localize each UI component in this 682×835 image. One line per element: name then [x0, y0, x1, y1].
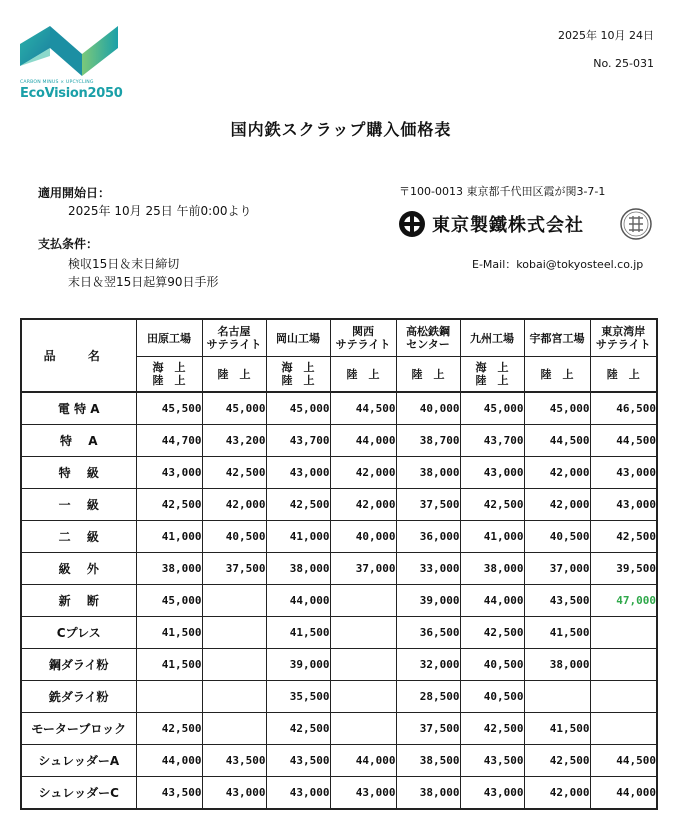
company-mark-icon — [398, 210, 426, 238]
start-date-value: 2025年 10月 25日 午前0:00より — [68, 204, 252, 218]
transport-mode-cell — [330, 357, 396, 393]
price-cell: 42,500 — [524, 745, 590, 777]
price-cell: 45,000 — [136, 585, 202, 617]
table-row — [21, 777, 657, 810]
price-cell: 38,000 — [396, 457, 460, 489]
transport-mode-line2: 陸 上 — [152, 374, 186, 387]
price-cell: 43,000 — [590, 457, 657, 489]
price-cell: 37,000 — [524, 553, 590, 585]
column-header-nagoya — [202, 319, 266, 357]
price-cell — [590, 617, 657, 649]
table-row — [21, 681, 657, 713]
column-header-line1: 岡山工場 — [276, 331, 320, 345]
price-cell: 38,000 — [136, 553, 202, 585]
price-cell: 42,500 — [266, 489, 330, 521]
price-cell: 43,500 — [460, 745, 524, 777]
price-cell: 39,000 — [396, 585, 460, 617]
item-name-cell: シュレッダーA — [21, 745, 136, 777]
price-cell: 43,000 — [330, 777, 396, 810]
table-row — [21, 745, 657, 777]
price-cell: 44,500 — [524, 425, 590, 457]
table-row — [21, 392, 657, 425]
price-cell: 43,000 — [202, 777, 266, 810]
price-cell: 44,500 — [330, 392, 396, 425]
price-cell — [330, 585, 396, 617]
price-cell: 43,700 — [460, 425, 524, 457]
price-cell: 42,500 — [460, 489, 524, 521]
price-cell: 38,000 — [524, 649, 590, 681]
table-row — [21, 649, 657, 681]
column-header-takamatsu — [396, 319, 460, 357]
item-name-cell: シュレッダーC — [21, 777, 136, 810]
price-cell: 45,000 — [524, 392, 590, 425]
company-email: E-Mail：kobai@tokyosteel.co.jp — [472, 258, 644, 271]
column-header-line1: 宇都宮工場 — [529, 331, 585, 345]
price-cell: 38,000 — [460, 553, 524, 585]
price-cell: 38,700 — [396, 425, 460, 457]
price-cell: 37,500 — [396, 489, 460, 521]
item-name-cell: モーターブロック — [21, 713, 136, 745]
price-cell — [330, 713, 396, 745]
item-name-header: 品 名 — [21, 319, 136, 392]
column-header-tokyo-bay — [590, 319, 657, 357]
price-cell: 41,500 — [136, 617, 202, 649]
item-name-cell: 新 断 — [21, 585, 136, 617]
price-cell: 35,500 — [266, 681, 330, 713]
price-cell: 45,000 — [266, 392, 330, 425]
price-cell: 41,500 — [524, 713, 590, 745]
price-cell: 42,000 — [524, 457, 590, 489]
item-name-cell: 級 外 — [21, 553, 136, 585]
price-cell: 47,000 — [590, 585, 657, 617]
price-cell: 40,500 — [202, 521, 266, 553]
transport-mode-line1: 海 上 — [152, 361, 186, 374]
issue-date: 2025年 10月 24日 — [558, 29, 654, 42]
transport-mode-line2: 陸 上 — [475, 374, 509, 387]
column-header-line2: センター — [406, 338, 450, 351]
logo-name: EcoVision2050 — [20, 86, 123, 101]
transport-mode-cell — [590, 357, 657, 393]
price-cell: 43,000 — [266, 457, 330, 489]
price-table-body — [21, 392, 657, 809]
price-cell: 42,500 — [460, 713, 524, 745]
payment-terms-label: 支払条件： — [38, 237, 99, 251]
ecovision-logo — [20, 26, 123, 102]
price-cell — [136, 681, 202, 713]
item-name-cell: 一 級 — [21, 489, 136, 521]
price-cell: 40,000 — [330, 521, 396, 553]
price-cell: 44,500 — [590, 425, 657, 457]
price-cell: 41,500 — [136, 649, 202, 681]
transport-mode-cell — [396, 357, 460, 393]
price-cell: 37,500 — [202, 553, 266, 585]
price-cell: 45,000 — [202, 392, 266, 425]
price-cell: 38,500 — [396, 745, 460, 777]
column-header-line1: 関西 — [352, 325, 374, 338]
price-cell: 46,500 — [590, 392, 657, 425]
price-cell — [590, 649, 657, 681]
table-row — [21, 489, 657, 521]
column-header-line1: 東京湾岸 — [601, 325, 646, 338]
transport-mode-line1: 陸 上 — [411, 367, 445, 381]
price-cell: 40,000 — [396, 392, 460, 425]
price-cell: 45,000 — [460, 392, 524, 425]
price-cell: 41,000 — [266, 521, 330, 553]
column-header-line1: 九州工場 — [470, 331, 514, 345]
page-title: 国内鉄スクラップ購入価格表 — [230, 120, 452, 139]
column-header-kyushu — [460, 319, 524, 357]
price-cell — [524, 681, 590, 713]
price-cell: 28,500 — [396, 681, 460, 713]
table-row — [21, 617, 657, 649]
price-cell: 37,500 — [396, 713, 460, 745]
transport-mode-line1: 海 上 — [281, 361, 315, 374]
transport-mode-line2: 陸 上 — [281, 374, 315, 387]
column-header-line2: サテライト — [595, 338, 651, 351]
price-cell: 38,000 — [266, 553, 330, 585]
column-header-line2: サテライト — [206, 338, 262, 351]
company-name: 東京製鐵株式会社 — [432, 215, 584, 236]
price-cell: 33,000 — [396, 553, 460, 585]
price-cell: 43,000 — [460, 457, 524, 489]
price-cell: 43,500 — [266, 745, 330, 777]
price-cell: 42,500 — [202, 457, 266, 489]
price-cell: 41,000 — [136, 521, 202, 553]
price-cell: 45,500 — [136, 392, 202, 425]
column-header-line1: 名古屋 — [217, 325, 251, 338]
company-block — [398, 207, 656, 241]
column-header-tahara — [136, 319, 202, 357]
price-cell: 44,500 — [590, 745, 657, 777]
price-cell: 42,000 — [524, 777, 590, 810]
price-cell: 44,000 — [330, 745, 396, 777]
table-row — [21, 585, 657, 617]
item-name-cell: 特 級 — [21, 457, 136, 489]
price-cell: 44,700 — [136, 425, 202, 457]
column-header-line1: 田原工場 — [147, 331, 191, 345]
price-cell: 36,500 — [396, 617, 460, 649]
price-cell — [590, 681, 657, 713]
item-name-cell: 電 特 A — [21, 392, 136, 425]
item-name-cell: Cプレス — [21, 617, 136, 649]
transport-mode-line1: 陸 上 — [540, 367, 574, 381]
price-cell — [202, 585, 266, 617]
price-cell: 37,000 — [330, 553, 396, 585]
price-cell: 43,500 — [524, 585, 590, 617]
price-cell — [590, 713, 657, 745]
price-cell: 44,000 — [330, 425, 396, 457]
column-header-kansai — [330, 319, 396, 357]
price-cell: 39,500 — [590, 553, 657, 585]
price-cell: 44,000 — [460, 585, 524, 617]
item-name-cell: 二 級 — [21, 521, 136, 553]
table-row — [21, 553, 657, 585]
price-cell: 42,000 — [524, 489, 590, 521]
transport-mode-line1: 海 上 — [475, 361, 509, 374]
price-cell: 44,000 — [136, 745, 202, 777]
column-header-utsunomiya — [524, 319, 590, 357]
price-cell: 42,500 — [136, 713, 202, 745]
price-cell: 43,000 — [136, 457, 202, 489]
price-cell — [330, 649, 396, 681]
ecovision-logo-mark-icon — [20, 26, 120, 80]
transport-mode-cell — [460, 357, 524, 393]
column-header-line1: 高松鉄鋼 — [406, 325, 450, 338]
transport-mode-cell — [136, 357, 202, 393]
price-cell — [330, 681, 396, 713]
transport-mode-cell — [524, 357, 590, 393]
table-row — [21, 457, 657, 489]
price-cell: 41,500 — [524, 617, 590, 649]
item-name-cell: 鋼ダライ粉 — [21, 649, 136, 681]
price-cell: 40,500 — [460, 681, 524, 713]
price-cell: 44,000 — [266, 585, 330, 617]
document-number: No. 25-031 — [593, 57, 654, 70]
payment-terms-line2: 末日＆翌15日起算90日手形 — [68, 275, 219, 289]
price-table — [20, 318, 658, 810]
item-name-cell: 特 A — [21, 425, 136, 457]
column-header-line2: サテライト — [335, 338, 391, 351]
logo-tagline: CARBON MINUS × UPCYCLING — [20, 80, 94, 85]
price-cell: 43,000 — [460, 777, 524, 810]
start-date-label: 適用開始日： — [38, 186, 111, 200]
price-cell — [202, 681, 266, 713]
price-cell: 40,500 — [524, 521, 590, 553]
transport-mode-line1: 陸 上 — [217, 367, 251, 381]
price-cell: 44,000 — [590, 777, 657, 810]
column-header-okayama — [266, 319, 330, 357]
price-cell: 39,000 — [266, 649, 330, 681]
price-cell: 43,700 — [266, 425, 330, 457]
transport-mode-cell — [202, 357, 266, 393]
price-cell: 41,000 — [460, 521, 524, 553]
price-cell — [202, 649, 266, 681]
transport-mode-line1: 陸 上 — [346, 367, 380, 381]
table-row — [21, 521, 657, 553]
price-cell: 42,500 — [590, 521, 657, 553]
price-cell: 42,000 — [330, 457, 396, 489]
company-seal-icon — [620, 208, 652, 240]
payment-terms-line1: 検収15日＆末日締切 — [68, 257, 180, 271]
price-cell — [330, 617, 396, 649]
price-cell: 41,500 — [266, 617, 330, 649]
price-cell: 38,000 — [396, 777, 460, 810]
price-cell: 43,500 — [202, 745, 266, 777]
item-name-cell: 銑ダライ粉 — [21, 681, 136, 713]
table-row — [21, 713, 657, 745]
price-cell: 42,500 — [266, 713, 330, 745]
price-cell: 40,500 — [460, 649, 524, 681]
price-cell — [202, 713, 266, 745]
price-cell: 43,000 — [590, 489, 657, 521]
price-cell: 42,500 — [460, 617, 524, 649]
price-cell: 36,000 — [396, 521, 460, 553]
price-cell: 43,000 — [266, 777, 330, 810]
transport-mode-cell — [266, 357, 330, 393]
price-cell: 42,000 — [202, 489, 266, 521]
table-header-row — [21, 319, 657, 357]
table-row — [21, 425, 657, 457]
price-cell: 42,000 — [330, 489, 396, 521]
transport-mode-line1: 陸 上 — [606, 367, 640, 381]
price-cell: 42,500 — [136, 489, 202, 521]
price-cell: 43,200 — [202, 425, 266, 457]
company-address: 〒100-0013 東京都千代田区霞が関3-7-1 — [399, 185, 606, 198]
price-cell — [202, 617, 266, 649]
price-cell: 43,500 — [136, 777, 202, 810]
price-cell: 32,000 — [396, 649, 460, 681]
